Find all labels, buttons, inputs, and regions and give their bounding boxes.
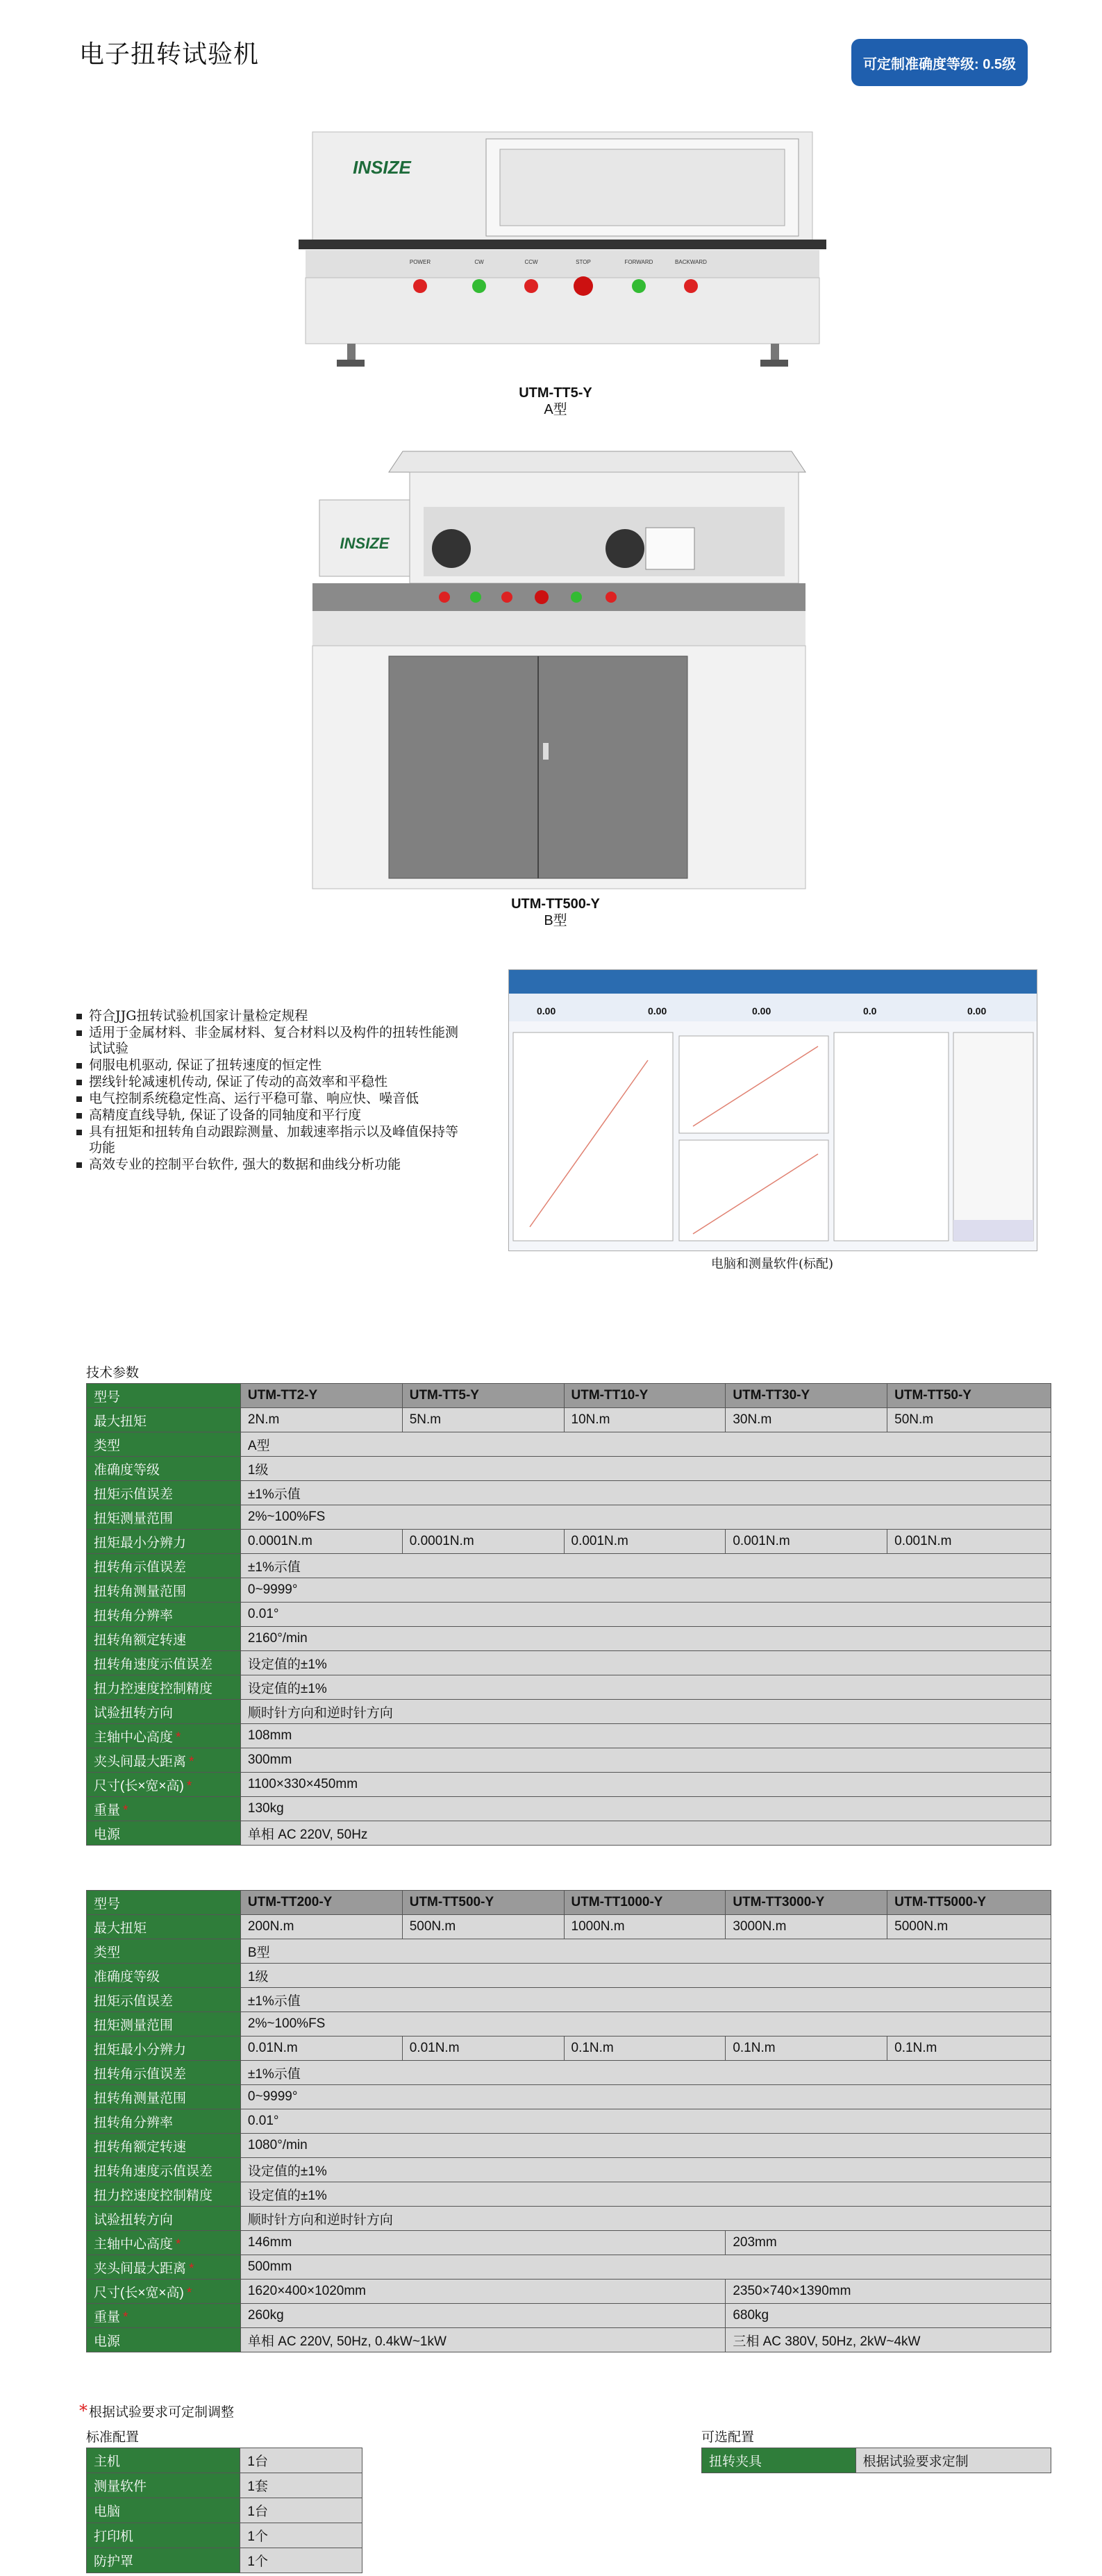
- machine-a-image: [292, 125, 833, 389]
- table-row: [87, 1578, 1051, 1603]
- table-cell: ±1%示值: [240, 1988, 1051, 2012]
- table-cell: 顺时针方向和逆时针方向: [240, 2207, 1051, 2231]
- feature-item: 摆线针轮减速机传动, 保证了传动的高效率和平稳性: [76, 1074, 465, 1090]
- model-header: UTM-TT10-Y: [564, 1384, 726, 1408]
- standard-config-table: [86, 2448, 362, 2573]
- table-row: [87, 1481, 1051, 1505]
- table-cell: 3000N.m: [726, 1915, 887, 1939]
- table-cell: 10N.m: [564, 1408, 726, 1432]
- table-row: [87, 1724, 1051, 1748]
- row-label: 扭矩最小分辨力: [87, 1530, 241, 1554]
- table-row: [87, 1700, 1051, 1724]
- panel-label: CCW: [524, 259, 538, 265]
- model-header: UTM-TT200-Y: [240, 1891, 402, 1915]
- table-cell: 146mm: [240, 2231, 725, 2255]
- row-label: 试验扭转方向: [87, 1700, 241, 1724]
- table-cell: 0.001N.m: [726, 1530, 887, 1554]
- table-row: [87, 2109, 1051, 2134]
- page-title: 电子扭转试验机: [79, 40, 260, 68]
- table-cell: 500mm: [240, 2255, 1051, 2280]
- table-row: [87, 2182, 1051, 2207]
- table-row: [87, 1773, 1051, 1797]
- asterisk-icon: *: [176, 2236, 181, 2252]
- config-qty: 1台: [240, 2448, 362, 2473]
- table-row: [87, 1748, 1051, 1773]
- row-label: 型号: [87, 1384, 241, 1408]
- row-label-text: 主轴中心高度: [94, 1730, 174, 1745]
- row-label: 准确度等级: [87, 1457, 241, 1481]
- row-label: 扭转角额定转速: [87, 1627, 241, 1651]
- row-label: 试验扭转方向: [87, 2207, 241, 2231]
- config-item: 电脑: [87, 2498, 240, 2523]
- table-cell: 300mm: [240, 1748, 1051, 1773]
- asterisk-icon: *: [123, 2309, 128, 2325]
- asterisk-icon: *: [186, 2285, 192, 2300]
- table-cell: A型: [240, 1432, 1051, 1457]
- table-cell: 2N.m: [240, 1408, 402, 1432]
- standard-config-label: 标准配置: [86, 2430, 140, 2445]
- config-qty: 1个: [240, 2523, 362, 2548]
- table-cell: 设定值的±1%: [240, 2158, 1051, 2182]
- row-label: [87, 2255, 241, 2280]
- table-row: [87, 1915, 1051, 1939]
- table-cell: 50N.m: [887, 1408, 1051, 1432]
- row-label: 扭矩示值误差: [87, 1988, 241, 2012]
- model-header: UTM-TT30-Y: [726, 1384, 887, 1408]
- feature-item: 具有扭矩和扭转角自动跟踪测量、加载速率指示以及峰值保持等功能: [76, 1124, 465, 1156]
- table-row: [87, 1432, 1051, 1457]
- row-label-text: 尺寸(长×宽×高): [94, 1778, 184, 1793]
- table-cell: ±1%示值: [240, 2061, 1051, 2085]
- table-row: [87, 2448, 362, 2473]
- table-cell: 680kg: [726, 2304, 1051, 2328]
- row-label: 型号: [87, 1891, 241, 1915]
- model-header: UTM-TT5-Y: [402, 1384, 564, 1408]
- model-a-type: A型: [544, 402, 567, 417]
- spec-table-b: [86, 1890, 1051, 2352]
- feature-item: 伺服电机驱动, 保证了扭转速度的恒定性: [76, 1057, 465, 1073]
- asterisk-icon: *: [176, 1730, 181, 1745]
- row-label: [87, 1748, 241, 1773]
- model-header: UTM-TT50-Y: [887, 1384, 1051, 1408]
- model-header: UTM-TT500-Y: [402, 1891, 564, 1915]
- table-row: [87, 1821, 1051, 1846]
- asterisk-icon: *: [186, 1778, 192, 1793]
- model-a-caption: [486, 385, 625, 418]
- row-label: 扭矩测量范围: [87, 2012, 241, 2036]
- panel-label: STOP: [576, 259, 591, 265]
- table-row: [87, 1530, 1051, 1554]
- panel-label: BACKWARD: [675, 259, 707, 265]
- table-cell: 设定值的±1%: [240, 2182, 1051, 2207]
- config-qty: 1台: [240, 2498, 362, 2523]
- table-cell: 2%~100%FS: [240, 2012, 1051, 2036]
- feature-item: 电气控制系统稳定性高、运行平稳可靠、响应快、噪音低: [76, 1091, 465, 1107]
- brand-logo-b: INSIZE: [340, 535, 390, 552]
- row-label: 最大扭矩: [87, 1408, 241, 1432]
- row-label: 扭转角示值误差: [87, 1554, 241, 1578]
- row-label: [87, 2280, 241, 2304]
- table-row: [87, 2085, 1051, 2109]
- table-cell: 30N.m: [726, 1408, 887, 1432]
- table-cell: 0.1N.m: [564, 2036, 726, 2061]
- table-cell: 设定值的±1%: [240, 1675, 1051, 1700]
- table-cell: 130kg: [240, 1797, 1051, 1821]
- table-row: [87, 2207, 1051, 2231]
- row-label-text: 尺寸(长×宽×高): [94, 2285, 184, 2300]
- row-label: 扭转角速度示值误差: [87, 2158, 241, 2182]
- readout: 0.00: [648, 1005, 667, 1017]
- asterisk-icon: *: [189, 1754, 194, 1769]
- config-qty: 根据试验要求定制: [855, 2448, 1051, 2473]
- table-cell: 设定值的±1%: [240, 1651, 1051, 1675]
- table-cell: ±1%示值: [240, 1554, 1051, 1578]
- table-cell: 108mm: [240, 1724, 1051, 1748]
- row-label-text: 重量: [94, 2309, 121, 2325]
- table-cell: 203mm: [726, 2231, 1051, 2255]
- table-cell: 0.0001N.m: [240, 1530, 402, 1554]
- table-row: [87, 2134, 1051, 2158]
- table-row: [87, 2548, 362, 2573]
- config-item: 主机: [87, 2448, 240, 2473]
- table-cell: 1000N.m: [564, 1915, 726, 1939]
- model-b-type: B型: [544, 913, 567, 928]
- config-item: 打印机: [87, 2523, 240, 2548]
- row-label: 扭力控速度控制精度: [87, 1675, 241, 1700]
- table-row: [87, 1675, 1051, 1700]
- table-row: [87, 2231, 1051, 2255]
- row-label: 扭转角分辨率: [87, 1603, 241, 1627]
- row-label-text: 重量: [94, 1803, 121, 1818]
- table-cell: 2350×740×1390mm: [726, 2280, 1051, 2304]
- feature-item: 高效专业的控制平台软件, 强大的数据和曲线分析功能: [76, 1157, 465, 1173]
- table-cell: 顺时针方向和逆时针方向: [240, 1700, 1051, 1724]
- asterisk-icon: *: [189, 2261, 194, 2276]
- readout: 0.00: [967, 1005, 987, 1017]
- table-row: [87, 2036, 1051, 2061]
- software-screenshot: [508, 969, 1037, 1251]
- table-cell: 0.01°: [240, 2109, 1051, 2134]
- brand-logo-a: INSIZE: [353, 157, 411, 178]
- table-row: [87, 1554, 1051, 1578]
- table-row: [87, 1891, 1051, 1915]
- model-header: UTM-TT3000-Y: [726, 1891, 887, 1915]
- table-cell: 2%~100%FS: [240, 1505, 1051, 1530]
- row-label: 电源: [87, 1821, 241, 1846]
- row-label: 准确度等级: [87, 1964, 241, 1988]
- row-label-text: 夹头间最大距离: [94, 1754, 187, 1769]
- table-cell: 三相 AC 380V, 50Hz, 2kW~4kW: [726, 2328, 1051, 2352]
- row-label: [87, 1724, 241, 1748]
- row-label: 类型: [87, 1432, 241, 1457]
- model-a-name: UTM-TT5-Y: [519, 385, 592, 401]
- row-label: 扭矩测量范围: [87, 1505, 241, 1530]
- table-row: [87, 1603, 1051, 1627]
- row-label: [87, 2231, 241, 2255]
- optional-config-table: [701, 2448, 1051, 2473]
- readout: 0.00: [537, 1005, 556, 1017]
- table-row: [87, 2280, 1051, 2304]
- footnote-text: 根据试验要求可定制调整: [89, 2404, 235, 2420]
- table-cell: 0~9999°: [240, 2085, 1051, 2109]
- row-label: 扭转角示值误差: [87, 2061, 241, 2085]
- software-caption: 电脑和测量软件(标配): [710, 1257, 834, 1271]
- row-label-text: 夹头间最大距离: [94, 2261, 187, 2276]
- model-header: UTM-TT2-Y: [240, 1384, 402, 1408]
- table-cell: 0.1N.m: [726, 2036, 887, 2061]
- table-row: [87, 1651, 1051, 1675]
- table-row: [87, 2158, 1051, 2182]
- row-label: 扭转角额定转速: [87, 2134, 241, 2158]
- feature-item: 符合JJG扭转试验机国家计量检定规程: [76, 1008, 465, 1024]
- table-cell: 单相 AC 220V, 50Hz: [240, 1821, 1051, 1846]
- table-cell: B型: [240, 1939, 1051, 1964]
- model-b-name: UTM-TT500-Y: [511, 896, 600, 912]
- row-label: [87, 1797, 241, 1821]
- row-label: 扭转角速度示值误差: [87, 1651, 241, 1675]
- table-cell: 5000N.m: [887, 1915, 1051, 1939]
- table-cell: 1级: [240, 1964, 1051, 1988]
- config-qty: 1套: [240, 2473, 362, 2498]
- row-label: 扭矩示值误差: [87, 1481, 241, 1505]
- table-cell: 0.01°: [240, 1603, 1051, 1627]
- table-row: [702, 2448, 1051, 2473]
- row-label: 扭转角测量范围: [87, 2085, 241, 2109]
- feature-item: 高精度直线导轨, 保证了设备的同轴度和平行度: [76, 1107, 465, 1123]
- table-row: [87, 2523, 362, 2548]
- row-label: 扭转角分辨率: [87, 2109, 241, 2134]
- table-cell: 0.01N.m: [240, 2036, 402, 2061]
- table-row: [87, 2061, 1051, 2085]
- config-item: 扭转夹具: [702, 2448, 856, 2473]
- table-cell: 1620×400×1020mm: [240, 2280, 725, 2304]
- table-cell: 5N.m: [402, 1408, 564, 1432]
- row-label: 扭矩最小分辨力: [87, 2036, 241, 2061]
- row-label: 最大扭矩: [87, 1915, 241, 1939]
- table-cell: 0.01N.m: [402, 2036, 564, 2061]
- row-label: 扭力控速度控制精度: [87, 2182, 241, 2207]
- table-cell: 0.001N.m: [887, 1530, 1051, 1554]
- table-row: [87, 2328, 1051, 2352]
- row-label: 电源: [87, 2328, 241, 2352]
- table-row: [87, 2473, 362, 2498]
- config-item: 防护罩: [87, 2548, 240, 2573]
- machine-b-image: [306, 444, 819, 896]
- row-label: 扭转角测量范围: [87, 1578, 241, 1603]
- footnote: [79, 2401, 234, 2420]
- asterisk-icon: *: [123, 1803, 128, 1818]
- readout: 0.00: [752, 1005, 771, 1017]
- table-row: [87, 2304, 1051, 2328]
- table-row: [87, 1408, 1051, 1432]
- table-row: [87, 1988, 1051, 2012]
- table-row: [87, 1457, 1051, 1481]
- panel-label: FORWARD: [624, 259, 653, 265]
- table-row: [87, 2498, 362, 2523]
- table-row: [87, 2255, 1051, 2280]
- row-label: [87, 2304, 241, 2328]
- feature-item: 适用于金属材料、非金属材料、复合材料以及构件的扭转性能测试试验: [76, 1025, 465, 1057]
- table-row: [87, 2012, 1051, 2036]
- table-cell: 1080°/min: [240, 2134, 1051, 2158]
- table-cell: 260kg: [240, 2304, 725, 2328]
- table-row: [87, 1505, 1051, 1530]
- table-cell: 单相 AC 220V, 50Hz, 0.4kW~1kW: [240, 2328, 725, 2352]
- table-cell: ±1%示值: [240, 1481, 1051, 1505]
- table-cell: 1100×330×450mm: [240, 1773, 1051, 1797]
- table-cell: 500N.m: [402, 1915, 564, 1939]
- model-header: UTM-TT5000-Y: [887, 1891, 1051, 1915]
- spec-section-label: 技术参数: [86, 1366, 140, 1380]
- config-qty: 1个: [240, 2548, 362, 2573]
- table-row: [87, 1384, 1051, 1408]
- model-b-caption: [479, 896, 632, 929]
- table-row: [87, 1964, 1051, 1988]
- table-cell: 0.1N.m: [887, 2036, 1051, 2061]
- table-row: [87, 1797, 1051, 1821]
- accuracy-badge: 可定制准确度等级: 0.5级: [851, 39, 1028, 86]
- table-cell: 1级: [240, 1457, 1051, 1481]
- table-cell: 2160°/min: [240, 1627, 1051, 1651]
- table-cell: 0.001N.m: [564, 1530, 726, 1554]
- row-label: 类型: [87, 1939, 241, 1964]
- spec-table-a: [86, 1383, 1051, 1846]
- asterisk-icon: *: [79, 2401, 87, 2420]
- table-row: [87, 1939, 1051, 1964]
- readout: 0.0: [863, 1005, 877, 1017]
- optional-config-label: 可选配置: [701, 2430, 755, 2445]
- config-item: 测量软件: [87, 2473, 240, 2498]
- table-row: [87, 1627, 1051, 1651]
- table-cell: 0~9999°: [240, 1578, 1051, 1603]
- table-cell: 200N.m: [240, 1915, 402, 1939]
- feature-list: [76, 1008, 465, 1173]
- panel-label: CW: [474, 259, 484, 265]
- panel-label: POWER: [409, 259, 431, 265]
- row-label: [87, 1773, 241, 1797]
- row-label-text: 主轴中心高度: [94, 2236, 174, 2252]
- table-cell: 0.0001N.m: [402, 1530, 564, 1554]
- model-header: UTM-TT1000-Y: [564, 1891, 726, 1915]
